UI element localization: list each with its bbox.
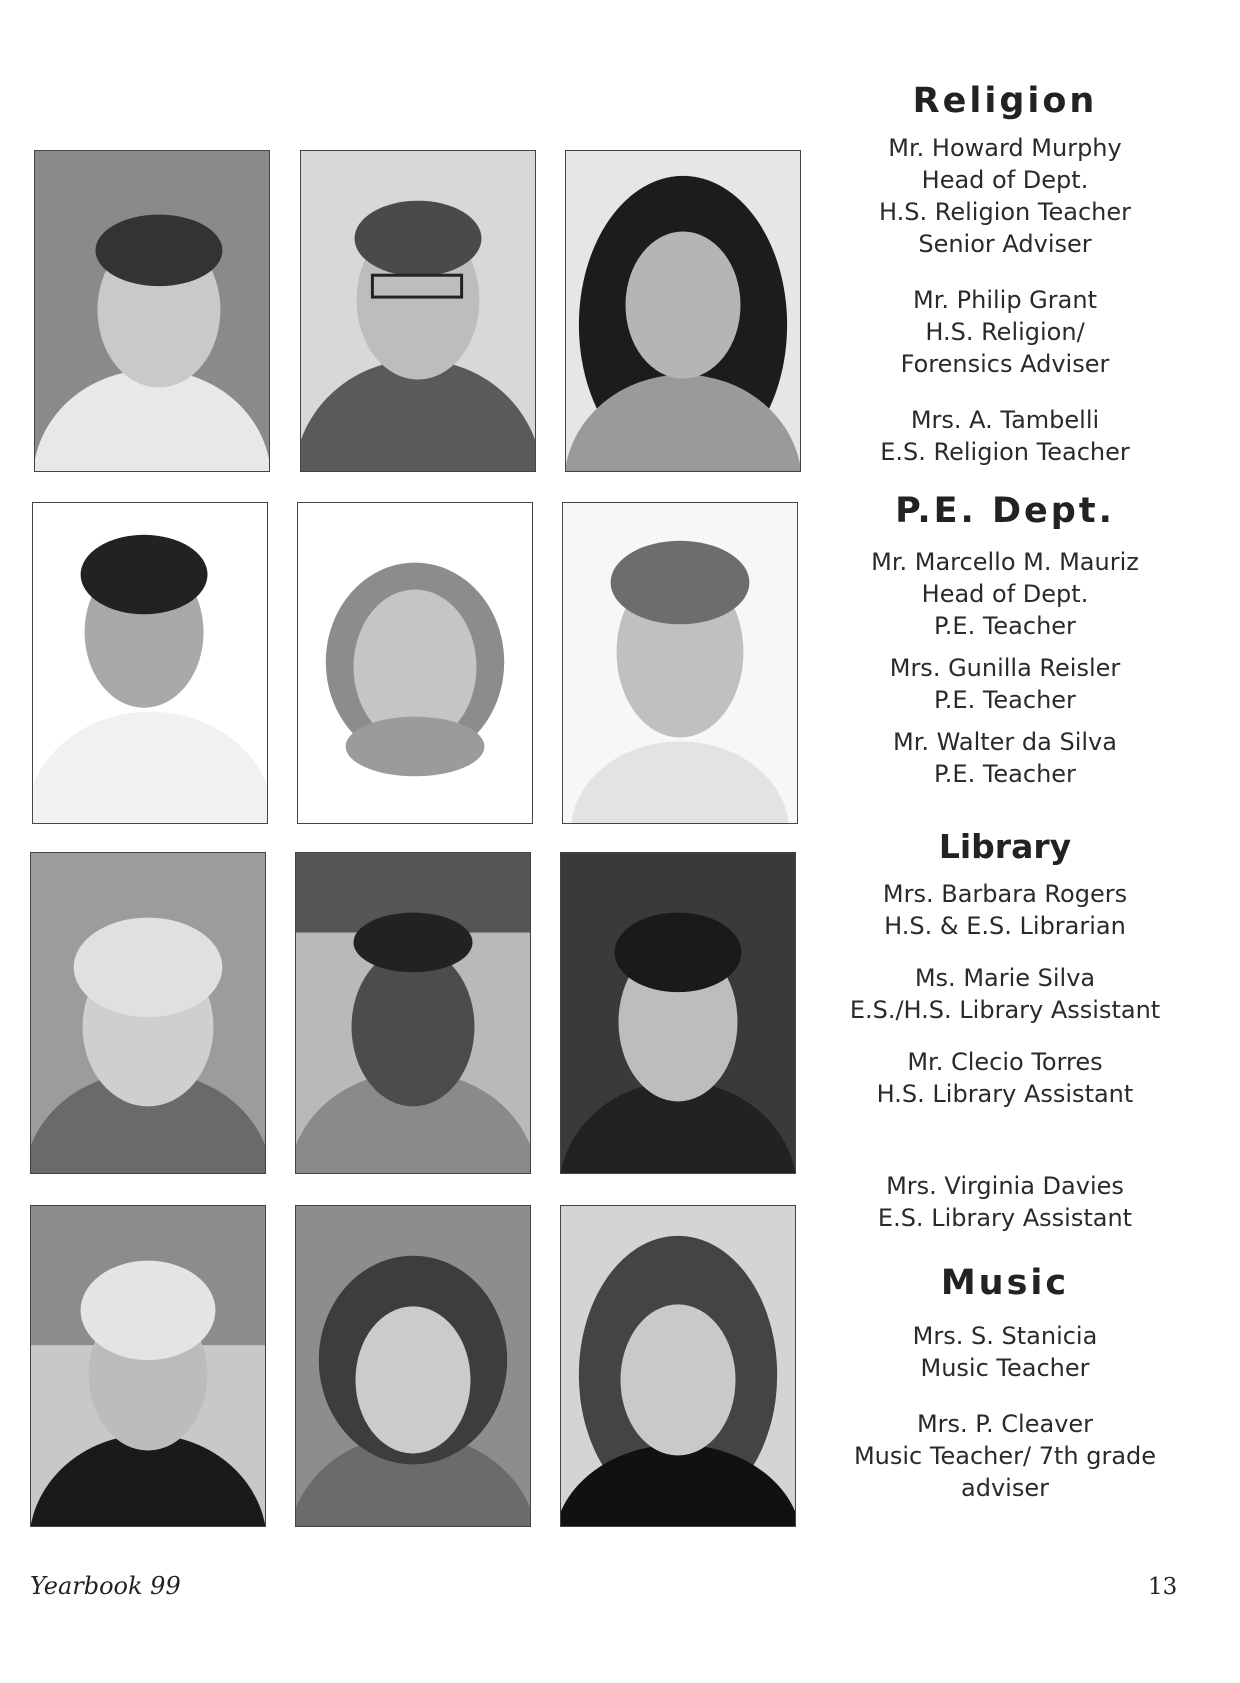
portrait-photo [297, 502, 533, 824]
portrait-photo [562, 502, 798, 824]
staff-line: Music Teacher [920, 1354, 1090, 1382]
staff-entry [840, 652, 1170, 716]
staff-entry [840, 404, 1170, 468]
staff-line: Ms. Marie Silva [914, 964, 1096, 992]
staff-line: E.S./H.S. Library Assistant [849, 996, 1161, 1024]
staff-line: Mrs. Gunilla Reisler [889, 654, 1121, 682]
page-number: 13 [1148, 1574, 1178, 1600]
publication-title: Yearbook 99 [30, 1572, 181, 1600]
portrait-photo [32, 502, 268, 824]
portrait-photo [300, 150, 536, 472]
staff-line: Mrs. Barbara Rogers [882, 880, 1128, 908]
staff-entry [840, 1408, 1170, 1504]
portrait-photo [560, 852, 796, 1174]
staff-entry [840, 1170, 1170, 1234]
staff-entry [840, 1046, 1170, 1110]
staff-line: Mrs. P. Cleaver [916, 1410, 1094, 1438]
staff-line: P.E. Teacher [934, 686, 1076, 714]
staff-line: P.E. Teacher [934, 760, 1076, 788]
staff-line: Music Teacher/ 7th grade [853, 1442, 1157, 1470]
staff-line: P.E. Teacher [934, 612, 1076, 640]
staff-entry [840, 546, 1170, 642]
section-heading: P.E. Dept. [895, 491, 1115, 531]
staff-line: adviser [961, 1474, 1049, 1502]
staff-line: Mr. Howard Murphy [888, 134, 1122, 162]
staff-line: Head of Dept. [921, 166, 1089, 194]
portrait-photo [560, 1205, 796, 1527]
staff-entry [840, 132, 1170, 260]
staff-line: Mr. Philip Grant [913, 286, 1097, 314]
staff-line: Mr. Clecio Torres [907, 1048, 1103, 1076]
portrait-photo [30, 1205, 266, 1527]
staff-entry [840, 878, 1170, 942]
staff-line: H.S. & E.S. Librarian [884, 912, 1126, 940]
staff-line: Forensics Adviser [900, 350, 1110, 378]
staff-line: H.S. Religion/ [925, 318, 1085, 346]
staff-line: Mrs. A. Tambelli [910, 406, 1100, 434]
staff-line: Head of Dept. [921, 580, 1089, 608]
staff-line: H.S. Religion Teacher [879, 198, 1131, 226]
staff-line: Senior Adviser [918, 230, 1092, 258]
section-heading: Library [938, 827, 1072, 866]
portrait-photo [30, 852, 266, 1174]
staff-entry [840, 284, 1170, 380]
staff-line: E.S. Library Assistant [877, 1204, 1133, 1232]
staff-line: Mrs. Virginia Davies [886, 1172, 1124, 1200]
staff-line: H.S. Library Assistant [876, 1080, 1134, 1108]
staff-line: Mr. Walter da Silva [893, 728, 1117, 756]
portrait-photo [295, 1205, 531, 1527]
staff-entry [840, 726, 1170, 790]
staff-column [840, 80, 1170, 1504]
portrait-photo [34, 150, 270, 472]
portrait-photo [295, 852, 531, 1174]
staff-entry [840, 962, 1170, 1026]
staff-line: Mr. Marcello M. Mauriz [871, 548, 1139, 576]
staff-line: E.S. Religion Teacher [880, 438, 1130, 466]
portrait-photo [565, 150, 801, 472]
section-heading: Religion [912, 81, 1098, 121]
staff-line: Mrs. S. Stanicia [912, 1322, 1098, 1350]
staff-entry [840, 1320, 1170, 1384]
section-heading: Music [940, 1263, 1070, 1303]
